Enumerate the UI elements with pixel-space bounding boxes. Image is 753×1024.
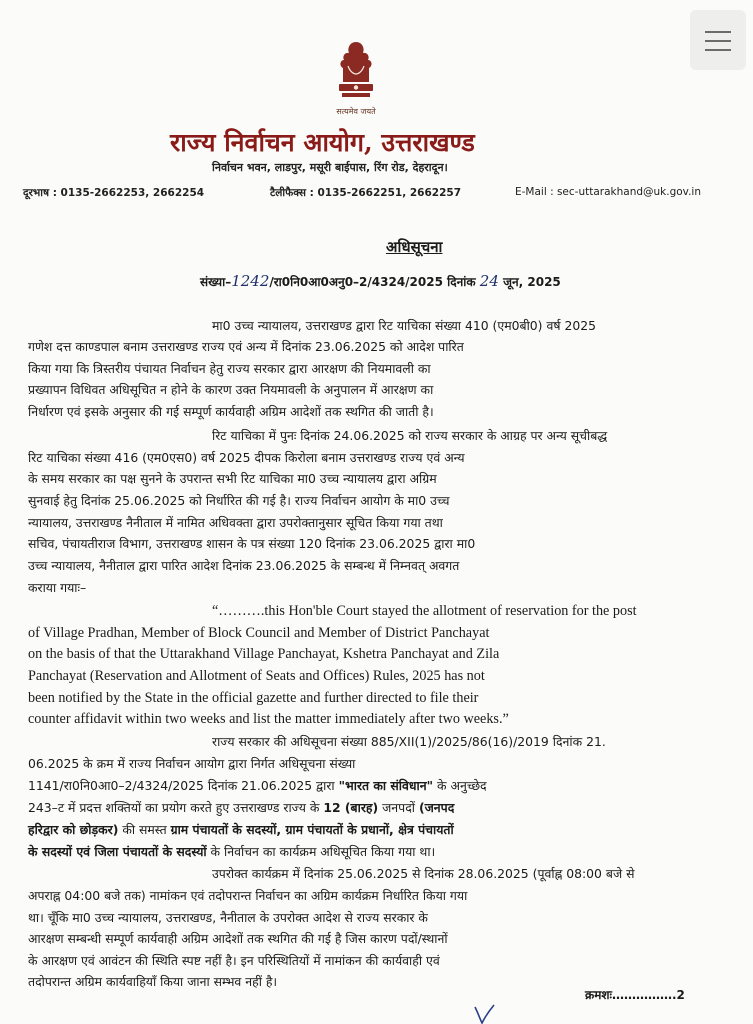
notice-reference [200,272,561,290]
commission-title: राज्य निर्वाचन आयोग, उत्तराखण्ड [170,128,475,157]
para2-line: कराया गयाः– [28,580,87,595]
para3-line [28,843,435,860]
ref-day-handwritten: 24 [479,272,499,290]
quote-line: of Village Pradhan, Member of Block Council and Member of District Panchayat [28,625,490,641]
ref-prefix: संख्या– [200,275,232,289]
commission-address: निर्वाचन भवन, लाडपुर, मसूरी बाईपास, रिंग रोड, देहरादून। [212,161,448,174]
para2-line: रिट याचिका में पुनः दिनांक 24.06.2025 को राज्य सरकार के आग्रह पर अन्य सूचीबद्ध [212,428,608,443]
para2-line: उच्च न्यायालय, नैनीताल द्वारा पारित आदेश दिनांक 23.06.2025 के सम्बन्ध में निम्नवत् अवगत [28,558,460,573]
para3-line: राज्य सरकार की अधिसूचना संख्या 885/XII(1)/2025/86(16)/2019 दिनांक 21. [212,734,606,749]
posts-list: के सदस्यों एवं जिला पंचायतों के सदस्यों [28,844,207,859]
fax-numbers: टैलीफैक्स : 0135-2662251, 2662257 [270,187,462,199]
posts-list: ग्राम पंचायतों के सदस्यों, ग्राम पंचायतों के प्रधानों, क्षेत्र पंचायतों [170,822,454,837]
para3-line [28,777,487,794]
para3-text: की समस्त [118,822,171,837]
para1-line: गणेश दत्त काण्डपाल बनाम उत्तराखण्ड राज्य एवं अन्य में दिनांक 23.06.2025 को आदेश पारित [28,339,464,354]
para2-line: सचिव, पंचायतीराज विभाग, उत्तराखण्ड शासन के पत्र संख्या 120 दिनांक 23.06.2025 द्वारा मा0 [28,536,476,551]
quote-line: Panchayat (Reservation and Allotment of Seats and Offices) Rules, 2025 has not [28,668,485,684]
ref-middle: /रा0नि0आ0अनु0–2/4324/2025 दिनांक [269,275,476,289]
menu-button[interactable] [690,10,746,70]
para4-line: के आरक्षण एवं आवंटन की स्थिति स्पष्ट नहीं है। इन परिस्थितियों में नामांकन की कार्यवाही एवं [28,953,440,968]
para4-line: तदोपरान्त अग्रिम कार्यवाहियाँ किया जाना सम्भव नहीं है। [28,974,278,989]
para3-text: 1141/रा0नि0आ0–2/4324/2025 दिनांक 21.06.2025 द्वारा [28,778,339,793]
para2-line: रिट याचिका संख्या 416 (एम0एस0) वर्ष 2025 दीपक किरोला बनाम उत्तराखण्ड राज्य एवं अन्य [28,450,465,465]
constitution-reference: "भारत का संविधान" [338,778,434,793]
para4-line: आरक्षण सम्बन्धी सम्पूर्ण कार्यवाही अग्रिम आदेशों तक स्थगित की गई है जिस कारण पदों/स्थानों [28,931,448,946]
para4-line: अपराह्न 04:00 बजे तक) नामांकन एवं तदोपरान्त निर्वाचन का अग्रिम कार्यक्रम निर्धारित किया गया [28,888,468,903]
para1-line: प्रख्यापन विधिवत अधिसूचित न होने के कारण उक्त नियमावली के अनुपालन में आरक्षण का [28,382,434,397]
para3-text: के अनुच्छेद [433,778,487,793]
ref-number-handwritten: 1242 [231,272,270,290]
email-address: E-Mail : sec-uttarakhand@uk.gov.in [515,186,701,198]
para2-line: न्यायालय, उत्तराखण्ड नैनीताल में नामित अधिवक्ता द्वारा उपरोक्तानुसार सूचित किया गया तथा [28,515,443,530]
quote-line: “……….this Hon'ble Court stayed the allotment of reservation for the post [212,603,637,619]
para3-text: जनपदों [378,800,419,815]
quote-line: been notified by the State in the official gazette and further directed to file their [28,690,479,706]
district-exception: (जनपद [418,800,455,815]
para3-line [28,821,454,838]
notice-title: अधिसूचना [386,238,443,256]
para1-line: किया गया कि त्रिस्तरीय पंचायत निर्वाचन हेतु राज्य सरकार द्वारा आरक्षण की नियमावली का [28,361,431,376]
para3-line [28,799,454,816]
continued-marker: क्रमशः…………….2 [585,988,685,1002]
phone-numbers: दूरभाष : 0135-2662253, 2662254 [23,187,205,199]
district-count: 12 (बारह) [323,800,379,815]
para3-text: के निर्वाचन का कार्यक्रम अधिसूचित किया गया था। [206,844,436,859]
para1-line: मा0 उच्च न्यायालय, उत्तराखण्ड द्वारा रिट याचिका संख्या 410 (एम0बी0) वर्ष 2025 [212,318,596,333]
district-exception: हरिद्वार को छोड़कर) [28,822,119,837]
quote-line: on the basis of that the Uttarakhand Village Panchayat, Kshetra Panchayat and Zila [28,646,500,662]
para4-line: था। चूँकि मा0 उच्च न्यायालय, उत्तराखण्ड, नैनीताल के उपरोक्त आदेश से राज्य सरकार के [28,910,428,925]
quote-line: counter affidavit within two weeks and list the matter immediately after two weeks.” [28,711,509,727]
para3-text: 243–ट में प्रदत्त शक्तियों का प्रयोग करते हुए उत्तराखण्ड राज्य के [28,800,324,815]
signature-tick-icon [472,1003,496,1024]
para2-line: के समय सरकार का पक्ष सुनने के उपरान्त सभी रिट याचिका मा0 उच्च न्यायालय द्वारा अग्रिम [28,471,437,486]
para1-line: निर्धारण एवं इसके अनुसार की गई सम्पूर्ण कार्यवाही अग्रिम आदेशों तक स्थगित की जाती है। [28,404,434,419]
emblem-motto: सत्यमेव जयते [336,107,376,116]
para3-line: 06.2025 के क्रम में राज्य निर्वाचन आयोग द्वारा निर्गत अधिसूचना संख्या [28,756,356,771]
para4-line: उपरोक्त कार्यक्रम में दिनांक 25.06.2025 से दिनांक 28.06.2025 (पूर्वाह्न 08:00 बजे से [212,866,635,881]
para2-line: सुनवाई हेतु दिनांक 25.06.2025 को निर्धारित की गई है। राज्य निर्वाचन आयोग के मा0 उच्च [28,493,450,508]
ref-suffix: जून, 2025 [503,275,561,289]
state-emblem-icon [330,38,382,106]
